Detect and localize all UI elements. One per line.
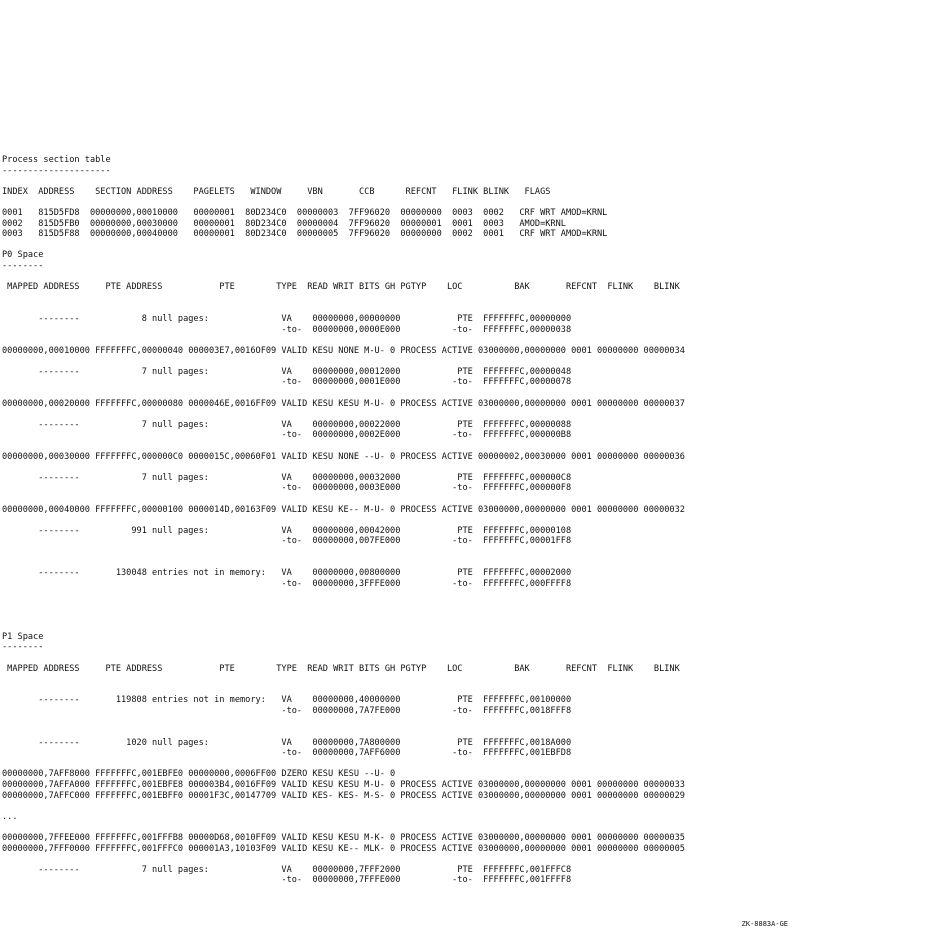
listing-line: -to- 00000000,007FE000 -to- FFFFFFFC,00001FF8 bbox=[2, 536, 572, 547]
listing-line: -------- bbox=[2, 260, 44, 271]
listing-line: -to- 00000000,0001E000 -to- FFFFFFFC,00000078 bbox=[2, 377, 572, 388]
listing-line: -------- bbox=[2, 642, 44, 653]
listing-line bbox=[2, 822, 685, 833]
listing-line bbox=[2, 600, 685, 611]
listing-line: INDEX ADDRESS SECTION ADDRESS PAGELETS WINDOW VBN CCB REFCNT FLINK BLINK FLAGS bbox=[2, 186, 551, 197]
listing-line: 00000000,7FFEE000 FFFFFFFC,001FFFB8 00000D68,0010FF09 VALID KESU KESU M-K- 0 PROCESS ACTIVE 03000000,00000000 0001 00000000 00000035 bbox=[2, 833, 685, 843]
listing-line: 00000000,7AFF8000 FFFFFFFC,001EBFE0 00000000,0006FF00 DZERO KESU KESU --U- 0 bbox=[2, 769, 396, 780]
listing-line: -------- 7 null pages: VA 00000000,00032000 PTE FFFFFFFC,000000C8 bbox=[2, 472, 572, 483]
listing-line bbox=[2, 462, 685, 473]
listing-line: -------- 991 null pages: VA 00000000,00042000 PTE FFFFFFFC,00000108 bbox=[2, 525, 572, 536]
listing-line bbox=[2, 272, 685, 283]
listing-line: MAPPED ADDRESS PTE ADDRESS PTE TYPE READ WRIT BITS GH PGTYP LOC BAK REFCNT FLINK BLINK bbox=[2, 663, 680, 674]
listing-line: -------- 7 null pages: VA 00000000,00012000 PTE FFFFFFFC,00000048 bbox=[2, 366, 572, 377]
listing-line bbox=[2, 515, 685, 526]
listing-line bbox=[2, 409, 685, 420]
listing-line bbox=[2, 547, 685, 558]
listing-line: P1 Space bbox=[2, 631, 44, 642]
listing-line bbox=[2, 494, 685, 505]
listing-line: MAPPED ADDRESS PTE ADDRESS PTE TYPE READ WRIT BITS GH PGTYP LOC BAK REFCNT FLINK BLINK bbox=[2, 282, 680, 293]
listing-line bbox=[2, 759, 685, 770]
listing-line: -------- 7 null pages: VA 00000000,7FFF2000 PTE FFFFFFFC,001FFFC8 bbox=[2, 864, 572, 875]
listing-line: P0 Space bbox=[2, 250, 44, 261]
listing-line: -------- 1020 null pages: VA 00000000,7A800000 PTE FFFFFFFC,0018A000 bbox=[2, 737, 572, 748]
listing-line: -to- 00000000,7FFFE000 -to- FFFFFFFC,001FFFF8 bbox=[2, 875, 572, 886]
listing-line: -to- 00000000,0000E000 -to- FFFFFFFC,00000038 bbox=[2, 324, 572, 335]
listing-line: -to- 00000000,7AFF6000 -to- FFFFFFFC,001EBFD8 bbox=[2, 748, 572, 759]
listing-line bbox=[2, 653, 685, 664]
listing-line: 0001 815D5FD8 00000000,00010000 00000001 80D234C0 00000003 7FF96020 00000000 0003 0002 CRF WRT AMOD=KRNL bbox=[2, 207, 608, 218]
listing-line: -------- 8 null pages: VA 00000000,00000000 PTE FFFFFFFC,00000000 bbox=[2, 313, 572, 324]
listing-line: 00000000,7FFF0000 FFFFFFFC,001FFFC0 000001A3,10103F09 VALID KESU KE-- MLK- 0 PROCESS ACTIVE 03000000,00000000 0001 00000000 00000005 bbox=[2, 843, 685, 854]
listing-line bbox=[2, 621, 685, 632]
listing-line: -to- 00000000,0003E000 -to- FFFFFFFC,000000F8 bbox=[2, 483, 572, 494]
listing-line: -to- 00000000,0002E000 -to- FFFFFFFC,000000B8 bbox=[2, 430, 572, 441]
listing-line: 0003 815D5F88 00000000,00040000 00000001 80D234C0 00000005 7FF96020 00000000 0002 0001 CRF WRT AMOD=KRNL bbox=[2, 229, 608, 240]
listing-line bbox=[2, 589, 685, 600]
listing-line bbox=[2, 558, 685, 569]
listing-line bbox=[2, 335, 685, 346]
listing-line bbox=[2, 727, 685, 738]
listing-line: 00000000,7AFFC000 FFFFFFFC,001EBFF0 00001F3C,00147709 VALID KES- KES- M-S- 0 PROCESS ACTIVE 03000000,00000000 0001 00000000 00000029 bbox=[2, 790, 685, 801]
listing-line: 00000000,7AFFA000 FFFFFFFC,001EBFE8 000003B4,0016FF09 VALID KESU KESU M-U- 0 PROCESS ACTIVE 03000000,00000000 0001 00000000 00000033 bbox=[2, 780, 685, 791]
listing-line: -------- 130048 entries not in memory: VA 00000000,00800000 PTE FFFFFFFC,00002000 bbox=[2, 568, 572, 579]
listing-line bbox=[2, 176, 685, 187]
listing-line bbox=[2, 293, 685, 304]
listing-line bbox=[2, 801, 685, 812]
listing-line: -to- 00000000,7A7FE000 -to- FFFFFFFC,0018FFF8 bbox=[2, 705, 572, 716]
listing-line: -to- 00000000,3FFFE000 -to- FFFFFFFC,000FFFF8 bbox=[2, 578, 572, 589]
listing-line: 00000000,00040000 FFFFFFFC,00000100 0000014D,00163F09 VALID KESU KE-- M-U- 0 PROCESS ACTIVE 03000000,00000000 0001 00000000 00000032 bbox=[2, 504, 685, 515]
listing-line: 00000000,00020000 FFFFFFFC,00000080 0000046E,0016FF09 VALID KESU KESU M-U- 0 PROCESS ACTIVE 03000000,00000000 0001 00000000 00000037 bbox=[2, 398, 685, 409]
listing-line bbox=[2, 303, 685, 314]
listing-line bbox=[2, 441, 685, 452]
listing-line: 0002 815D5FB0 00000000,00030000 00000001 80D234C0 00000004 7FF96020 00000001 0001 0003 AMOD=KRNL bbox=[2, 218, 566, 229]
listing-line: -------- 7 null pages: VA 00000000,00022000 PTE FFFFFFFC,00000088 bbox=[2, 419, 572, 430]
listing-line: --------------------- bbox=[2, 165, 111, 176]
listing-line bbox=[2, 685, 685, 696]
figure-id-label: ZK-8883A-GE bbox=[741, 920, 788, 928]
listing-line bbox=[2, 854, 685, 865]
listing-line: -------- 119808 entries not in memory: VA 00000000,40000000 PTE FFFFFFFC,00100000 bbox=[2, 695, 572, 706]
listing-line: Process section table bbox=[2, 155, 111, 165]
listing-line bbox=[2, 674, 685, 685]
listing-line bbox=[2, 388, 685, 399]
process-section-listing bbox=[2, 155, 685, 886]
listing-line bbox=[2, 197, 685, 208]
listing-line bbox=[2, 716, 685, 727]
listing-line: 00000000,00030000 FFFFFFFC,000000C0 0000015C,00060F01 VALID KESU NONE --U- 0 PROCESS ACTIVE 00000002,00030000 0001 00000000 00000036 bbox=[2, 451, 685, 462]
listing-line: 00000000,00010000 FFFFFFFC,00000040 000003E7,0016OF09 VALID KESU NONE M-U- 0 PROCESS ACTIVE 03000000,00000000 0001 00000000 00000034 bbox=[2, 345, 685, 356]
listing-line bbox=[2, 240, 685, 251]
listing-line bbox=[2, 611, 685, 622]
listing-line: ... bbox=[2, 811, 18, 822]
listing-line bbox=[2, 356, 685, 367]
